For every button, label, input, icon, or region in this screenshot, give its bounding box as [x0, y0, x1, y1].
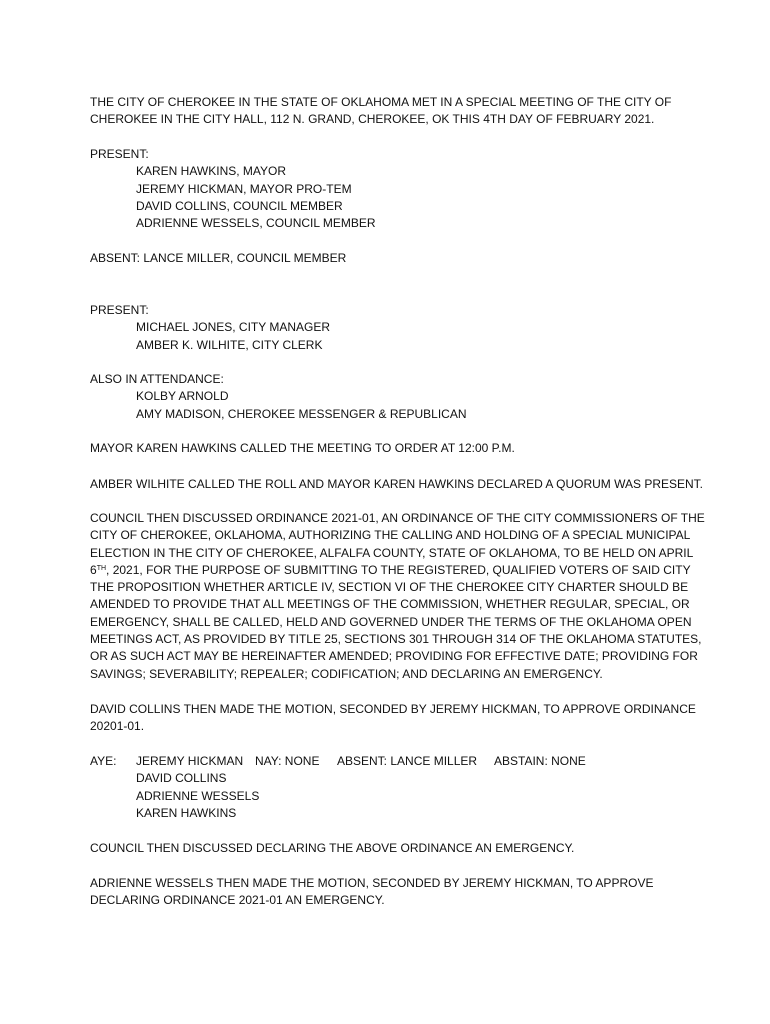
paragraph-line: EMERGENCY, SHALL BE CALLED, HELD AND GOVERNED UNDER THE TERMS OF THE OKLAHOMA OPEN	[90, 614, 692, 629]
paragraph-line: SAVINGS; SEVERABILITY; REPEALER; CODIFICATION; AND DECLARING AN EMERGENCY.	[90, 666, 603, 681]
intro-paragraph	[90, 94, 690, 129]
attendee: JEREMY HICKMAN, MAYOR PRO-TEM	[136, 181, 352, 196]
absent-section	[90, 250, 690, 267]
paragraph-line: DECLARING ORDINANCE 2021-01 AN EMERGENCY.	[90, 893, 385, 908]
attendee: DAVID COLLINS, COUNCIL MEMBER	[136, 198, 343, 213]
paragraph-line: OR AS SUCH ACT MAY BE HEREINAFTER AMENDED; PROVIDING FOR EFFECTIVE DATE; PROVIDING FOR	[90, 649, 698, 664]
emergency-discussion-paragraph	[90, 840, 690, 857]
ordinance-discussion-paragraph	[90, 510, 705, 683]
vote-row	[90, 753, 690, 770]
paragraph-line: COUNCIL THEN DISCUSSED ORDINANCE 2021-01, AN ORDINANCE OF THE CITY COMMISSIONERS OF THE	[90, 511, 705, 525]
attendee: AMBER K. WILHITE, CITY CLERK	[136, 337, 323, 352]
attendee: AMY MADISON, CHEROKEE MESSENGER & REPUBLICAN	[136, 406, 467, 421]
paragraph-line: AMENDED TO PROVIDE THAT ALL MEETINGS OF THE COMMISSION, WHETHER REGULAR, SPECIAL, OR	[90, 597, 690, 612]
attendee: KAREN HAWKINS, MAYOR	[136, 164, 287, 179]
aye-voter: KAREN HAWKINS	[136, 806, 237, 820]
emergency-discussion-text: COUNCIL THEN DISCUSSED DECLARING THE ABOVE ORDINANCE AN EMERGENCY.	[90, 841, 575, 855]
attendance-label: ALSO IN ATTENDANCE:	[90, 372, 224, 386]
call-to-order-text: MAYOR KAREN HAWKINS CALLED THE MEETING TO ORDER AT 12:00 P.M.	[90, 441, 515, 455]
paragraph-line: CITY OF CHEROKEE, OKLAHOMA, AUTHORIZING THE CALLING AND HOLDING OF A SPECIAL MUNICIPAL	[90, 528, 691, 543]
intro-line: THE CITY OF CHEROKEE IN THE STATE OF OKLAHOMA MET IN A SPECIAL MEETING OF THE CITY OF	[90, 95, 672, 109]
paragraph-line: THE PROPOSITION WHETHER ARTICLE IV, SECTION VI OF THE CHEROKEE CITY CHARTER SHOULD BE	[90, 580, 689, 595]
roll-call-text: AMBER WILHITE CALLED THE ROLL AND MAYOR KAREN HAWKINS DECLARED A QUORUM WAS PRESENT.	[90, 477, 704, 491]
vote-row	[90, 770, 690, 787]
paragraph-line: ADRIENNE WESSELS THEN MADE THE MOTION, SECONDED BY JEREMY HICKMAN, TO APPROVE	[90, 876, 654, 890]
date-superscript: TH	[96, 564, 107, 572]
attendance-section	[90, 371, 690, 423]
paragraph-line: 20201-01.	[90, 719, 145, 734]
aye-voter: ADRIENNE WESSELS	[136, 789, 260, 803]
absent-line: ABSENT: LANCE MILLER, COUNCIL MEMBER	[90, 251, 347, 265]
roll-call-paragraph	[90, 476, 704, 493]
nay-text: NAY: NONE	[255, 754, 320, 768]
motion-2-paragraph	[90, 875, 690, 910]
intro-line: CHEROKEE IN THE CITY HALL, 112 N. GRAND, CHEROKEE, OK THIS 4TH DAY OF FEBRUARY 2021.	[90, 112, 655, 127]
motion-1-paragraph	[90, 701, 696, 736]
date-rest: , 2021, FOR THE PURPOSE OF SUBMITTING TO THE REGISTERED, QUALIFIED VOTERS OF SAID CITY	[106, 562, 691, 577]
paragraph-line: MEETINGS ACT, AS PROVIDED BY TITLE 25, SECTIONS 301 THROUGH 314 OF THE OKLAHOMA STATUTES,	[90, 632, 702, 647]
present-label: PRESENT:	[90, 147, 149, 161]
attendee: ADRIENNE WESSELS, COUNCIL MEMBER	[136, 216, 376, 231]
date-number: 6	[90, 562, 97, 577]
paragraph-line: DAVID COLLINS THEN MADE THE MOTION, SECONDED BY JEREMY HICKMAN, TO APPROVE ORDINANCE	[90, 702, 696, 716]
attendee: MICHAEL JONES, CITY MANAGER	[136, 320, 331, 335]
abstain-text: ABSTAIN: NONE	[494, 754, 586, 768]
present-council-section	[90, 146, 690, 232]
aye-label: AYE:	[90, 754, 117, 768]
call-to-order-paragraph	[90, 440, 690, 457]
vote-row	[90, 805, 690, 822]
aye-voter: DAVID COLLINS	[136, 771, 227, 785]
present-staff-section	[90, 302, 690, 354]
absent-vote-text: ABSENT: LANCE MILLER	[337, 754, 478, 768]
paragraph-line	[90, 562, 690, 579]
paragraph-line: ELECTION IN THE CITY OF CHEROKEE, ALFALFA COUNTY, STATE OF OKLAHOMA, TO BE HELD ON APRIL	[90, 545, 694, 560]
present-label: PRESENT:	[90, 303, 149, 317]
vote-row	[90, 788, 690, 805]
attendee: KOLBY ARNOLD	[136, 389, 229, 404]
aye-voter: JEREMY HICKMAN	[136, 754, 244, 768]
